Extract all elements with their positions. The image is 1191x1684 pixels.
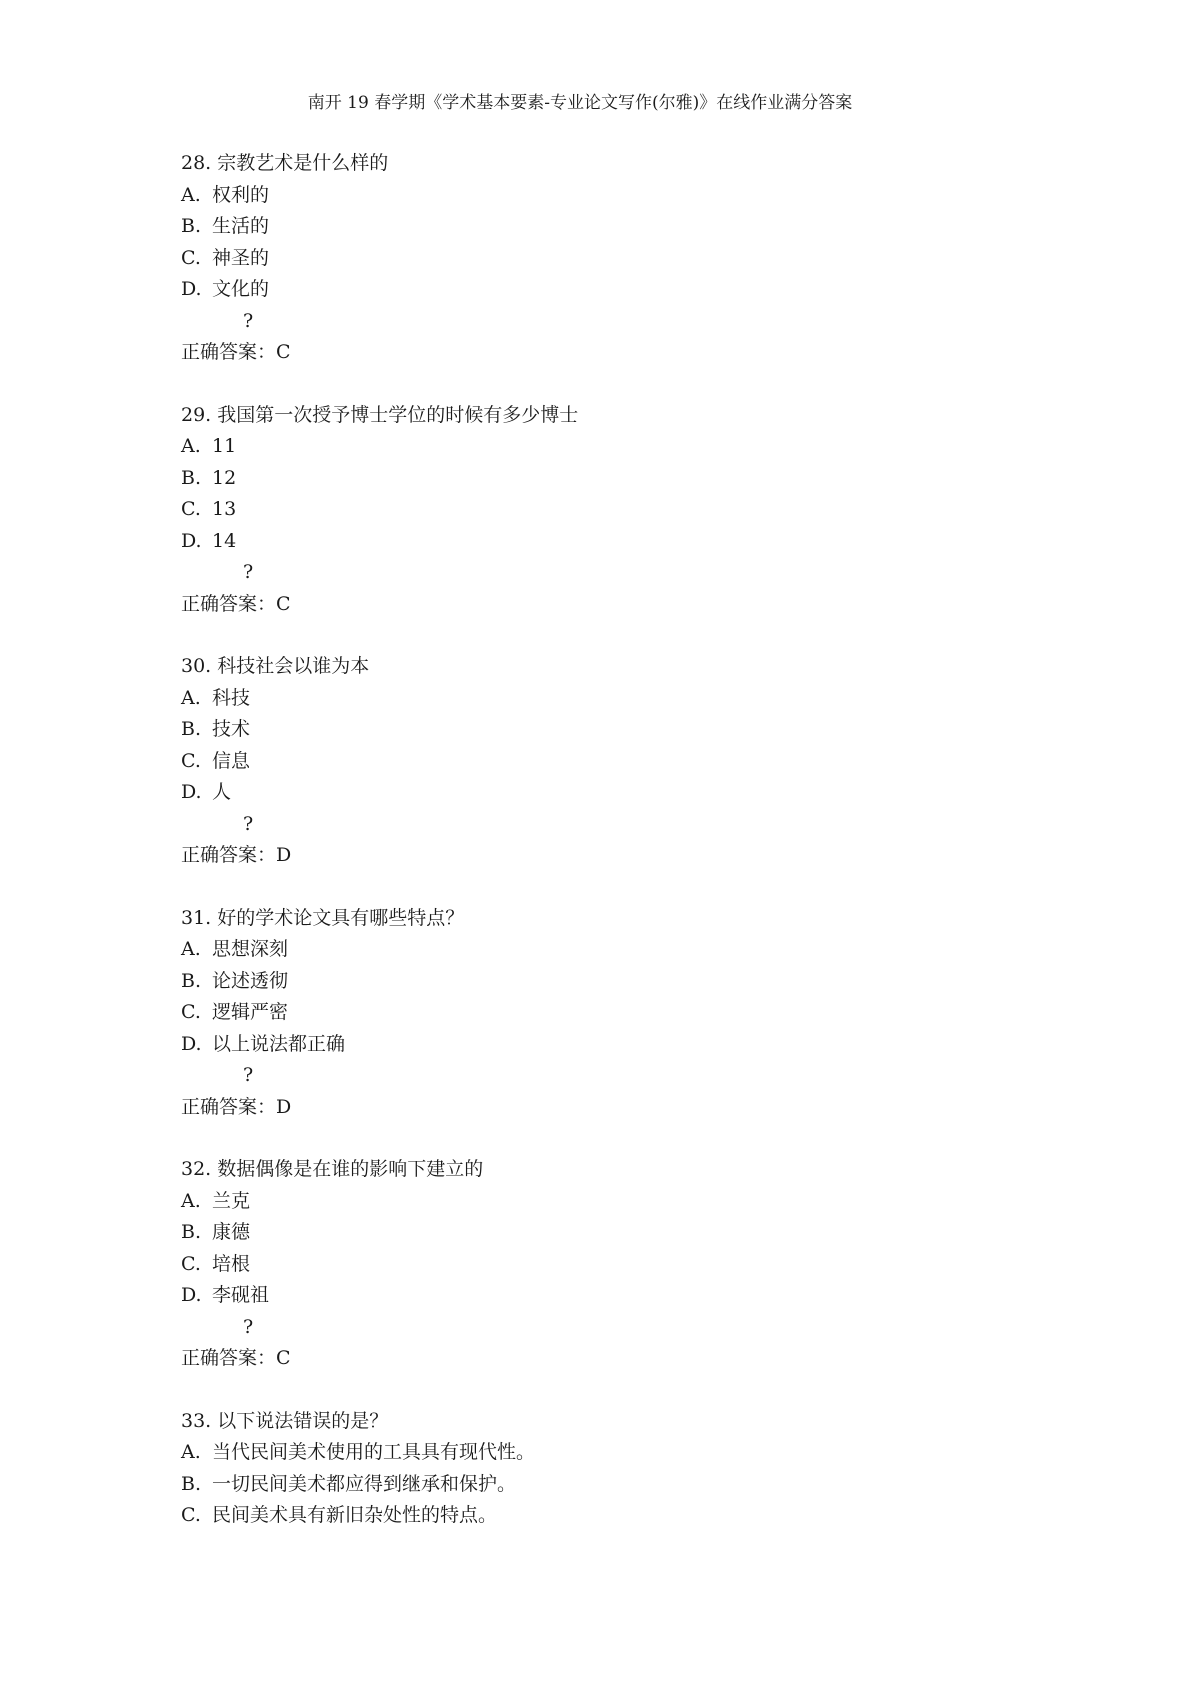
question-number: 30. <box>181 655 212 677</box>
option-d <box>181 777 1081 809</box>
option-text: 12 <box>212 466 237 489</box>
correct-answer: 正确答案：C <box>181 592 291 615</box>
option-text: 神圣的 <box>212 246 270 269</box>
question-stem <box>181 651 1081 683</box>
option-text: 信息 <box>212 749 251 772</box>
option-b <box>181 463 1081 495</box>
question-30 <box>181 651 1081 872</box>
option-c <box>181 997 1081 1029</box>
option-c <box>181 746 1081 778</box>
question-number: 31. <box>181 906 212 929</box>
question-number: 33. <box>181 1409 212 1432</box>
question-number: 32. <box>181 1158 212 1180</box>
question-mark: ? <box>243 309 254 332</box>
option-letter: B. <box>181 1472 202 1495</box>
option-letter: A. <box>181 686 201 709</box>
question-31 <box>181 903 1081 1124</box>
option-c <box>181 243 1081 275</box>
option-text: 以上说法都正确 <box>212 1032 346 1055</box>
option-text: 人 <box>212 781 232 803</box>
option-letter: D. <box>181 1032 202 1055</box>
option-letter: A. <box>181 938 201 960</box>
question-text: 科技社会以谁为本 <box>217 655 370 677</box>
option-letter: C. <box>181 1252 201 1275</box>
option-b <box>181 966 1081 998</box>
option-text: 生活的 <box>212 215 270 237</box>
option-text: 科技 <box>212 686 251 709</box>
option-letter: D. <box>181 1284 202 1306</box>
question-number: 28. <box>181 152 212 174</box>
option-text: 一切民间美术都应得到继承和保护。 <box>212 1472 517 1495</box>
option-text: 逻辑严密 <box>212 1001 289 1023</box>
option-text: 培根 <box>212 1252 251 1275</box>
question-mark: ? <box>243 561 254 583</box>
option-text: 权利的 <box>212 183 270 206</box>
option-letter: A. <box>181 1441 201 1463</box>
question-text: 宗教艺术是什么样的 <box>217 152 389 174</box>
option-letter: B. <box>181 215 202 237</box>
option-letter: D. <box>181 529 202 552</box>
option-letter: A. <box>181 435 201 457</box>
option-text: 14 <box>212 529 237 552</box>
option-text: 文化的 <box>212 278 270 300</box>
option-a <box>181 1437 1081 1469</box>
option-b <box>181 211 1081 243</box>
question-number: 29. <box>181 403 212 426</box>
question-text: 我国第一次授予博士学位的时候有多少博士 <box>217 403 579 426</box>
question-stem <box>181 903 1081 935</box>
question-text: 以下说法错误的是？ <box>217 1409 389 1432</box>
correct-answer: 正确答案：C <box>181 1347 291 1369</box>
question-mark: ? <box>243 1064 254 1086</box>
question-stem <box>181 400 1081 432</box>
question-mark: ? <box>243 812 254 835</box>
option-letter: B. <box>181 969 202 992</box>
option-letter: C. <box>181 1504 201 1526</box>
option-text: 民间美术具有新旧杂处性的特点。 <box>212 1504 498 1526</box>
option-d <box>181 274 1081 306</box>
question-stem <box>181 148 1081 180</box>
option-letter: A. <box>181 1189 201 1212</box>
option-letter: C. <box>181 246 201 269</box>
question-text: 数据偶像是在谁的影响下建立的 <box>217 1158 484 1180</box>
option-b <box>181 1469 1081 1501</box>
option-d <box>181 1280 1081 1312</box>
correct-answer: 正确答案：C <box>181 341 291 363</box>
option-d <box>181 1029 1081 1061</box>
correct-answer: 正确答案：D <box>181 1095 292 1118</box>
option-a <box>181 683 1081 715</box>
option-letter: C. <box>181 1001 201 1023</box>
option-text: 李砚祖 <box>212 1284 270 1306</box>
question-mark: ? <box>243 1315 254 1338</box>
question-list <box>181 148 1081 1563</box>
option-letter: B. <box>181 1221 202 1243</box>
option-a <box>181 180 1081 212</box>
option-letter: B. <box>181 718 202 740</box>
option-b <box>181 714 1081 746</box>
question-33 <box>181 1406 1081 1532</box>
document-title: 南开 19 春学期《学术基本要素-专业论文写作(尔雅)》在线作业满分答案 <box>307 93 853 113</box>
correct-answer: 正确答案：D <box>181 844 292 866</box>
option-text: 当代民间美术使用的工具具有现代性。 <box>212 1441 536 1463</box>
option-letter: D. <box>181 781 202 803</box>
option-d <box>181 526 1081 558</box>
page-header <box>0 91 1160 115</box>
option-letter: C. <box>181 749 201 772</box>
option-text: 13 <box>212 498 237 520</box>
option-c <box>181 1249 1081 1281</box>
option-a <box>181 431 1081 463</box>
option-b <box>181 1217 1081 1249</box>
option-text: 11 <box>212 435 237 457</box>
question-32 <box>181 1154 1081 1375</box>
option-letter: D. <box>181 278 202 300</box>
option-text: 康德 <box>212 1221 251 1243</box>
option-letter: A. <box>181 183 201 206</box>
option-letter: B. <box>181 466 202 489</box>
question-29 <box>181 400 1081 621</box>
option-text: 思想深刻 <box>212 938 289 960</box>
option-a <box>181 934 1081 966</box>
option-letter: C. <box>181 498 201 520</box>
option-c <box>181 1500 1081 1532</box>
question-text: 好的学术论文具有哪些特点？ <box>217 906 465 929</box>
option-text: 兰克 <box>212 1189 251 1212</box>
option-c <box>181 494 1081 526</box>
option-text: 论述透彻 <box>212 969 289 992</box>
question-stem <box>181 1406 1081 1438</box>
question-28 <box>181 148 1081 369</box>
question-stem <box>181 1154 1081 1186</box>
option-text: 技术 <box>212 718 251 740</box>
option-a <box>181 1186 1081 1218</box>
